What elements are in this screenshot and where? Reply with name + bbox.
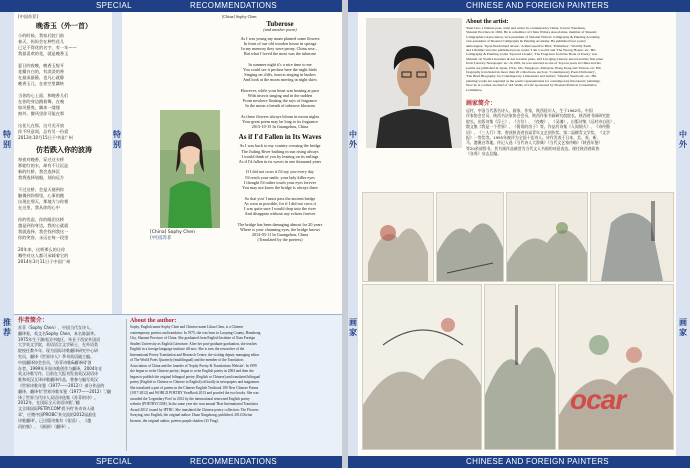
text-line: 我将选择划船，划向远方 [18,175,65,180]
text-line: If I did not cross it I'd say you every day [246,169,314,175]
text-line: Now he is a editor-in-chief of 'All Walks of Life' sponsored by Shaanxi Political Consultative [466,83,597,88]
text-line: Calligrapher's Association, vice-president of Shaanxi Writers' Calligraphy & Painting Academy, [466,34,601,39]
bio-cn [18,317,122,429]
text-line: Committee. [466,87,483,92]
text-line: 远村，中国当代著名诗人、画家、作家，陕西延川人，生于1962年。中国 [466,108,593,113]
text-line: As I was back to my country crossing the bridge [239,143,321,149]
text-line: Sophy, English name Sophy Chen and Chinese name Lihua Chen, is a Chinese [130,325,244,329]
text-line: began to publish the original bilingual poetry (English or Chinese) and translated bilingual [130,374,261,379]
painter-cn-body [466,108,676,157]
bio-en [130,317,338,424]
text-line: 1975年生于湖南汉中地区，毕业于西安外国语 [18,336,101,342]
poem1-en-subtitle: (and another poem) [263,27,297,33]
text-line: 在你的身边跳着舞，在嗅 [18,99,65,104]
text-line: and Lifetime' and also published prose works 'I am a world' and 'The Wrong House', etc. His [466,48,596,53]
text-line: biography is included in more than 20 collections, such as: 'Contemporary Poets Dictionary', [466,70,596,75]
poem2-cn-title: 仿若跌入你的波涛 [36,146,92,154]
text-line: 苏菲（Sophy Chen），中国当代女诗人、 [18,325,95,330]
text-line: 夏日的夜晚，晚香玉绽开 [18,63,65,68]
text-line: 这花儿在那，这月光开放 [18,123,65,128]
text-line: 花瓣白白的，有淡淡的香 [18,69,65,74]
right-page [348,0,690,468]
band-label-painters: CHINESE AND FOREIGN PAINTERS [466,1,609,10]
text-line: 每夜对晚香，穿过这夫桥 [18,157,65,162]
text-line: With insects singing and in the sudden [247,92,313,98]
text-line: 《各界》杂志总编。 [466,151,502,157]
text-line: In the moon a breath of tuberose blossom [245,103,315,109]
side-label-foreign-cn: 中 外 [679,130,687,149]
text-line: 马、港澳台等地。传记入选《当代诗人大辞典》《当代文艺家传略》《陕西年鉴》 [466,140,603,146]
bio-en-body [130,325,338,424]
text-line: But what I loved the most was the tuberose [243,51,317,57]
text-line: 文全球国际PETRY.COM'授予的'传奇诗人勋 [18,406,95,412]
poet-portrait-photo [160,110,220,228]
text-line: 《世界诗歌年鉴（1977——2012）》部分作品的 [18,382,105,388]
text-line: 当你的心上面，和晚香儿们 [18,93,69,98]
bio-cn-head: 作者简介： [18,317,49,324]
text-line: As soon as possible, for if I did not cross it [244,200,316,206]
text-line: You may not know the bridge is always there [242,185,318,191]
right-top-band [348,0,690,12]
text-line: As these flowers always bloom in moon nights [240,113,320,119]
text-line: Shaanxi 1st Youth Literature & Art creation prize, 2nd Liu Qing Literary Award and the first prize [466,56,604,61]
text-line: In summer night it's a nice time to me [248,61,312,67]
text-line: 如风摇曳，飘来一缕缕 [18,105,60,110]
text-line: from 'Literary Newspaper' etc. In 1991, he was selected as one of Top ten poets in China and his [466,61,601,66]
text-line: I'd reach your smile, your lady killer eyes [245,174,315,180]
text-line: Where is your charming eyes, the bridge knows [239,226,320,232]
text-line: 不过这桥，会是天使到你 [18,187,65,192]
poem1-en-title: Tuberose [266,20,294,29]
text-line: She translated a part of poems in the Chinese-English Textbook 100 New Chinese Poems [130,385,259,390]
painting-5 [362,284,482,450]
text-line: And disappear without any echoes forever [244,211,316,217]
poem2-en-title: As if I'd Fallen in Its Waves [238,133,322,142]
side-label-special-cn-inner: 特 别 [113,130,121,149]
text-line: 究员，翻译《世界诗人》季刊英语副主编。 [18,353,94,359]
poem1-en-body [222,36,338,130]
text-line: As I was young my mum planted some flowers [240,35,320,41]
photo-caption: [China] Sophy Chen [中国]苏菲 [150,230,195,241]
text-line: 大学英文学院，英语语言文学硕士，在外语类 [18,342,98,348]
text-line: 出现在那天，那地方与你相 [18,199,69,204]
poem2-cn-body [18,157,110,265]
band-label-painters-bottom: CHINESE AND FOREIGN PAINTERS [466,457,609,466]
text-line: Yuan Cuo, a famous poet, artist and writer in contemporary China, born in Yanchuan, [466,26,586,30]
text-line: Incense, the original author, poetess purple shadow (Zi Ying). [130,418,219,423]
text-line: 诗歌翻译'。已出版诗集有《花语》、《越 [18,417,92,423]
painting-1 [362,192,434,282]
painting-3 [506,192,588,282]
text-line: 再拍集》、《画册》（翻译）。 [18,423,72,429]
text-line: 院长。出版诗集《浮土》、《方位》、《夜晚》、《灵魂》，出版诗集《远村诗自选》， [466,118,618,124]
text-line: As if I'd fallen in its waves in one thousand years [238,159,322,165]
text-line: Studies University as English Literature. After her post-graduate graduation, she teaches [130,341,257,346]
left-sidebar-outer [0,12,14,456]
text-line: 翻译家，英文名Sophy Chen，本名陈淑华。 [18,330,99,336]
text-line: You could see it profuse here the night birds [242,66,317,72]
poems-en-column [222,14,338,314]
band-label-recommendations: RECOMMENDATIONS [190,1,278,10]
left-top-band [0,0,342,12]
text-line: 2013年10月15日于中国广州 [18,135,73,140]
text-line: poems are published in Japan, USA, UK, Singapore, Malaysia, Hong Kong and Taiwan, etc. His [466,65,601,70]
text-line: 春天，妈妈会在种些花儿 [18,39,65,44]
text-line: 你不经意间，总有另一份爱 [18,129,69,134]
bio-divider [126,319,127,451]
text-line: 'The Brief Biography for Contemporary Litterateurs and Artists', 'Shaanxi Yearbook', etc. His [466,74,597,79]
right-bottom-band [348,456,690,468]
text-line: website (POETRY.COM). In the same year she won annual 'Best International Translator [130,402,259,406]
painter-cn-head: 画家简介： [466,100,497,107]
text-line: From nowhere floating the rays of fragrance [242,98,318,104]
text-line: However, while your heart was beating at pace [240,87,320,93]
text-line: 作家协会会员，陕西书法家协会会员，陕西作家书画研究院院长，陕西省书画研究院 [466,113,610,119]
about-artist [466,18,676,92]
text-line: English in a foreign language institute till now. She is now the researcher of the [130,347,245,351]
text-line: 2012年，在国际全天英语诗歌','翻 [18,400,80,406]
painting-7 [558,284,674,450]
left-page [0,0,342,468]
about-artist-head: About the artist: [466,19,509,25]
text-line: International Poetry Translation and Research Centre, the visiting deputy managing editor [130,352,260,357]
right-sidebar-outer [676,12,690,456]
text-line: of The World Poets Quarterly (multilingual) and the member of the Translators [130,358,244,362]
text-line: 已记不得花的名字，有一年—— [18,45,77,50]
text-line: (1917-2012) and WORLD POETRY YearBook 2013 and proofed the two books. She was [130,391,259,395]
text-line: 办者。1999年开始诗歌创作与翻译，2004年在 [18,365,103,371]
text-line: 我最喜欢的花，就是晚香玉 [18,51,69,56]
text-line: 章'，应邀中国PROBC'来交流的2012届最佳 [18,411,97,417]
text-line: 院校任教多年，现为国际诗歌翻译研究中心研 [18,348,98,354]
cn-section-label: [中国苏菲] [18,14,39,19]
text-line: In my memory they were peony, China rose… [241,46,319,52]
poems-cn-column [18,14,110,314]
text-line: painting works are regarded as the poetic representation for contemporary litterateurs' paintings. [466,78,601,83]
text-line: Singing on cliffs, insects singing in bushes [244,72,316,78]
right-sidebar-inner [348,12,358,456]
text-line: The bridge has been damaging almost for 20 years [237,221,323,227]
text-line: contemporary poetess and translator. In 1975, she was born in Luoyang County, Hanzhong [130,330,261,335]
side-label-foreign-cn-inner: 中 外 [349,130,357,149]
side-label-painters-cn-inner: 画 家 [349,318,357,337]
text-line: 翻译，翻译有'世界诗歌年鉴（1977——2012）','翻 [18,388,111,394]
text-line: 2013-10-15 In Guangzhou, China [251,124,309,130]
text-line: 20年来，这桥那么的让你 [18,247,66,252]
text-line: 你的忧虑，你的眼泪这桥 [18,217,65,222]
text-line: vice-president of Shaanxi Calligraphy & Painting Academy. He published four poetry [466,39,587,44]
side-label-painters-cn: 画 家 [679,318,687,337]
painter-intro-cn [466,100,676,157]
text-line: Award 2012' issued by IPTRC. She translated the Chinese poetry collection: The Flowers [130,407,259,412]
bio-cn-body [18,325,122,429]
text-line: Swaying, into English, the original author: Duan Xingzhong, published, 2014 Divine [130,413,253,417]
text-line: The Jiuling River bathing in sun rising always [241,148,319,154]
painting-6 [484,284,556,450]
text-line: So that you' I must pass the ancient bridge [244,195,316,201]
text-line: I thought I'd rather touch your eyes forever [243,179,317,185]
text-line: 我就选择，我会找到我这一 [18,229,69,234]
text-line: I was quite sure I would drop into the river [244,205,316,211]
text-line: 哪些对这人都可承载着它的 [18,253,69,258]
bio-en-head: About the author: [130,318,177,324]
text-line: (Translated by the poetess) [257,237,303,243]
text-line: 报》一等奖等。1995年被评为全国十佳诗人。诗作发表于日本、美、英、新、 [466,135,601,141]
poem1-cn-title: 晚香玉（外一首） [36,22,92,30]
text-line: 在这里，我从你的心中 [18,205,60,210]
text-line: 中国翻译协会会员，'苏菲诗歌&翻译网'创 [18,359,92,365]
text-line: 散文集《我是一个世界》、《错误的房子》等。作品有诗集《人间烟火》、《诗经散 [466,124,610,130]
band-label-special: SPECIAL [96,1,132,10]
text-line: 歌和英汉互译诗歌翻译作品，曾参与编写英汉 [18,377,98,383]
text-line: 小的时候，我家后院门前 [18,33,65,38]
side-label-recommend-cn: 推 荐 [3,318,11,337]
poem1-cn-body [18,33,110,141]
text-line: 触摸到你那里，心事的跑 [18,193,65,198]
text-line: City, Shaanxi Province of China. She graduated from English Institute of Xian Foreign [130,336,255,340]
text-line: 窗外，微风里你可能在那 [18,111,65,116]
text-line: 那轮红的水，却有不让沉淀 [18,163,69,168]
text-line: 2014-03-11 In Guangzhou, China [251,231,309,237]
text-line: And look at the moon moving in night skies [243,77,317,83]
about-artist-body [466,26,676,92]
author-bio-box [14,314,342,456]
text-line: anthologies: 'Upon Borderland Alone', 'A Retrospective Bird', 'Primitives', 'Worldly Earth [466,43,592,48]
text-line: Shaanxi Province in 1962. He is a member of China Writers Association, member of Shaanxi [466,30,597,35]
text-line: 译了世界当代诗人双语诗选集《苏菲的诗》。 [18,394,98,400]
text-line: 等20余部辞书。其书画作品被誉为当代文人书画的诗意表达。现任陕西省政协 [466,145,600,151]
text-line: I would think of you by leaning on its railings [241,153,319,159]
text-line: Association of China and the founder of 'Sophy Poetry & Translations Website'. In 1999 [130,363,257,368]
text-line: she began to write Chinese poetry; began to write English poetry in 2004 and then she [130,369,254,373]
text-line: 语》、《三人行》等，曾获陕西省首届青年文艺创作奖、第二届柳青文学奖、《文学 [466,129,610,135]
text-line: poetry (English to Chinese or Chinese to English) officially in newspapers and magazines. [130,380,260,384]
side-label-special-cn: 特 别 [3,130,11,149]
left-bottom-band [0,456,342,468]
text-line: Your great poem may be long to its fragrance [242,118,318,124]
poem2-en-body [222,143,338,242]
text-line: 在最深最静，也凡心就静 [18,75,65,80]
painting-2 [436,192,504,282]
text-line: 越是到你身边，我的心就就 [18,223,69,228]
text-line: awarded the 'Legendary Poet' in 2012 by the international renowned English poetry [130,396,250,401]
text-line: 你的笑容，永远在每一段里 [18,235,69,240]
band-label-recommendations-bottom: RECOMMENDATIONS [190,457,278,466]
text-line: Calligraphy & Painting works 'Upward Clouds', 'The Fragrance from the Book of Poetry' was [466,52,598,57]
text-line: 晚香玉儿，在夜空里飘转 [18,81,65,86]
text-line: 新的红桥，我会选择沉 [18,169,60,174]
band-label-special-bottom: SPECIAL [96,457,132,466]
painting-4 [590,192,674,282]
watermark-logo: ocar [570,384,626,415]
text-line: 英文诗歌写作，目前在大报刊发表英汉双语诗 [18,371,98,377]
text-line: 2014年3月11日于中国广州 [18,259,71,264]
en-section-label: [China] Sophy Chen [222,14,257,19]
artist-portrait-photo [366,18,462,148]
text-line: In front of our old wooden house in springs [243,40,317,46]
